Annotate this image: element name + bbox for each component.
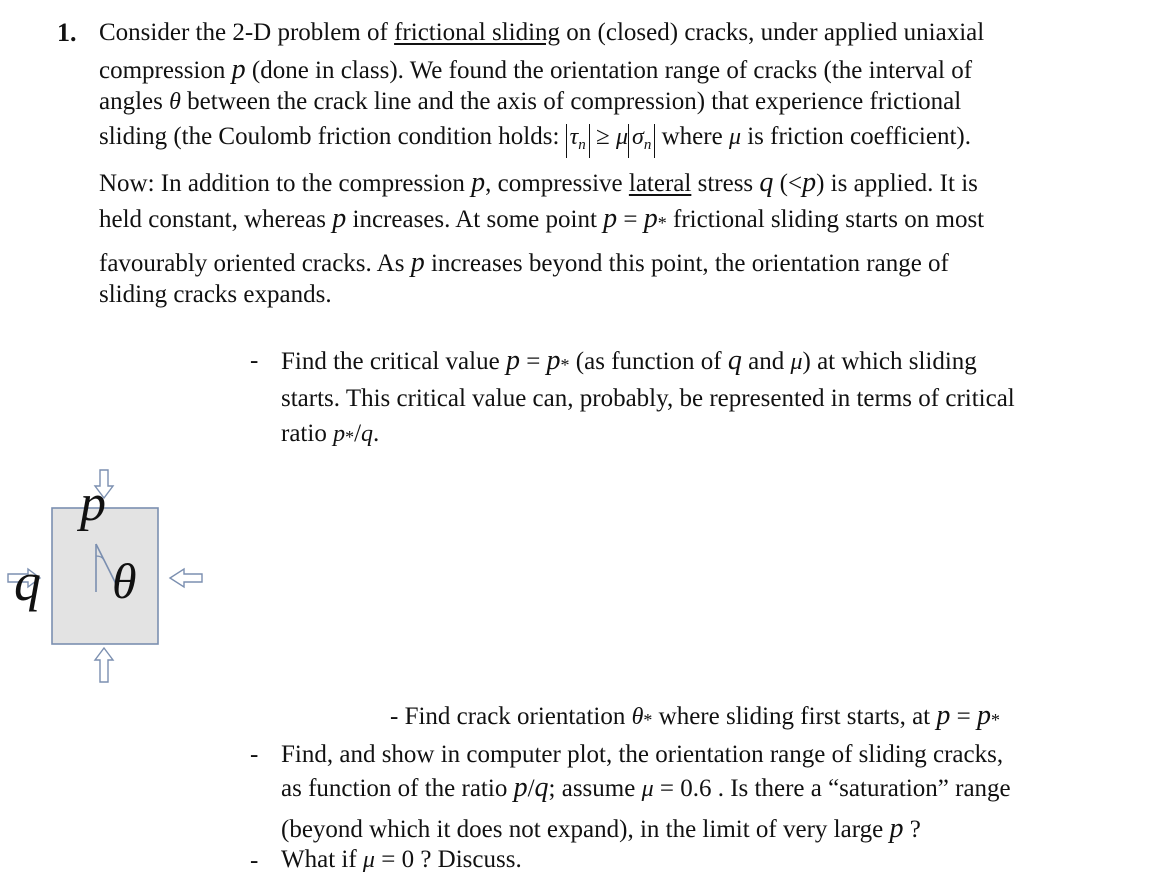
text: /	[527, 775, 535, 802]
underlined-term: frictional sliding	[394, 19, 561, 46]
math-p-star: p	[546, 345, 561, 376]
text: sliding cracks expands.	[99, 281, 332, 308]
bullet1-line2	[281, 384, 1015, 414]
para2-line4	[99, 280, 332, 310]
text: (as function of	[569, 348, 728, 375]
label-q: q	[14, 552, 41, 612]
text: angles	[99, 88, 170, 115]
para2-line2	[99, 204, 984, 238]
text: .	[373, 420, 380, 447]
para1-line1	[99, 18, 984, 48]
math-p: p	[231, 54, 246, 85]
math-mu: μ	[362, 847, 375, 873]
text: sliding (the Coulomb friction condition holds:	[99, 123, 566, 150]
text: =	[519, 348, 547, 375]
math-p: p	[410, 247, 425, 278]
problem-number: 1.	[57, 18, 77, 47]
text: favourably oriented cracks. As	[99, 250, 411, 277]
text: - Find crack orientation	[390, 703, 632, 730]
abs-sigma	[628, 124, 655, 158]
arrow-up-icon	[95, 648, 113, 682]
math-q: q	[759, 167, 774, 198]
subscript-n: n	[578, 137, 586, 153]
text: ?	[903, 816, 921, 843]
math-theta: θ	[169, 89, 181, 115]
math-mu: μ	[790, 349, 803, 375]
text: as function of the ratio	[281, 775, 514, 802]
star: *	[643, 710, 653, 730]
math-q: q	[534, 772, 549, 803]
bullet3-line3	[281, 814, 921, 845]
text: = 0 ? Discuss.	[374, 846, 522, 873]
text: =	[950, 703, 977, 730]
label-theta: θ	[112, 553, 137, 609]
math-theta: θ	[631, 704, 644, 730]
math-p: p	[513, 772, 528, 803]
text: ratio	[281, 420, 334, 447]
text: = 0.6 . Is there a “saturation” range	[653, 775, 1011, 802]
text: where	[655, 123, 729, 150]
para1-line2	[99, 55, 972, 86]
text: and	[741, 348, 791, 375]
math-p-star: p	[976, 700, 991, 731]
math-p: p	[889, 813, 904, 844]
text: Consider the 2-D problem of	[99, 19, 395, 46]
bullet3-line2	[281, 773, 1011, 804]
star: *	[990, 710, 1000, 730]
abs-tau	[566, 124, 590, 158]
bullet3-line1	[281, 740, 1003, 770]
math-mu: μ	[728, 124, 741, 150]
text: on (closed) cracks, under applied uniaxial	[560, 19, 985, 46]
text: is friction coefficient).	[740, 123, 971, 150]
math-p: p	[936, 700, 951, 731]
text: ; assume	[548, 775, 642, 802]
text: ) at which sliding	[802, 348, 977, 375]
para1-line4	[99, 122, 971, 158]
math-p: p	[603, 203, 618, 234]
text: /	[354, 420, 362, 447]
text: increases beyond this point, the orientation range of	[424, 250, 949, 277]
text: (<	[773, 170, 803, 197]
bullet1-line1	[281, 346, 977, 380]
label-p: p	[80, 475, 106, 532]
text: Find the critical value	[281, 348, 506, 375]
math-mu: μ	[641, 776, 654, 802]
text: Now: In addition to the compression	[99, 170, 472, 197]
text: (done in class). We found the orientation range of cracks (the interval of	[245, 57, 973, 84]
text: held constant, whereas	[99, 206, 333, 233]
text: ) is applied. It is	[816, 170, 978, 197]
text: , compressive	[485, 170, 629, 197]
math-tau: τ	[569, 124, 579, 150]
math-q: q	[727, 345, 742, 376]
math-mu: μ	[615, 124, 629, 150]
star: *	[657, 213, 667, 233]
stress-diagram	[0, 460, 240, 690]
text: stress	[691, 170, 760, 197]
star: *	[345, 427, 355, 447]
text: between the crack line and the axis of compression) that experience frictional	[180, 88, 962, 115]
bullet-dash: -	[250, 847, 259, 874]
math-p: p	[505, 345, 520, 376]
bullet2-line	[390, 701, 1000, 735]
text: compression	[99, 57, 232, 84]
math-p: p	[802, 167, 817, 198]
math-p: p	[333, 421, 346, 447]
bullet4-line	[281, 845, 522, 875]
text: What if	[281, 846, 363, 873]
math-p: p	[332, 203, 347, 234]
text: =	[617, 206, 644, 233]
para1-line3	[99, 87, 961, 117]
text: Find, and show in computer plot, the orientation range of sliding cracks,	[281, 741, 1004, 768]
arrow-left-icon	[170, 569, 202, 587]
star: *	[560, 355, 570, 375]
text: starts. This critical value can, probably, be represented in terms of critical	[281, 385, 1015, 412]
text: (beyond which it does not expand), in the limit of very large	[281, 816, 890, 843]
bullet1-line3	[281, 419, 379, 452]
text: ≥	[589, 123, 616, 150]
bullet-dash: -	[250, 741, 259, 768]
para2-line3	[99, 248, 949, 279]
text: increases. At some point	[346, 206, 604, 233]
subscript-n: n	[643, 137, 652, 153]
text: frictional sliding starts on most	[666, 206, 985, 233]
bullet-dash: -	[250, 347, 259, 374]
para2-line1	[99, 168, 978, 199]
underlined-term: lateral	[628, 170, 692, 197]
text: where sliding first starts, at	[652, 703, 937, 730]
math-p-star: p	[643, 203, 658, 234]
math-p: p	[471, 167, 486, 198]
math-q: q	[361, 421, 374, 447]
math-sigma: σ	[632, 124, 644, 150]
